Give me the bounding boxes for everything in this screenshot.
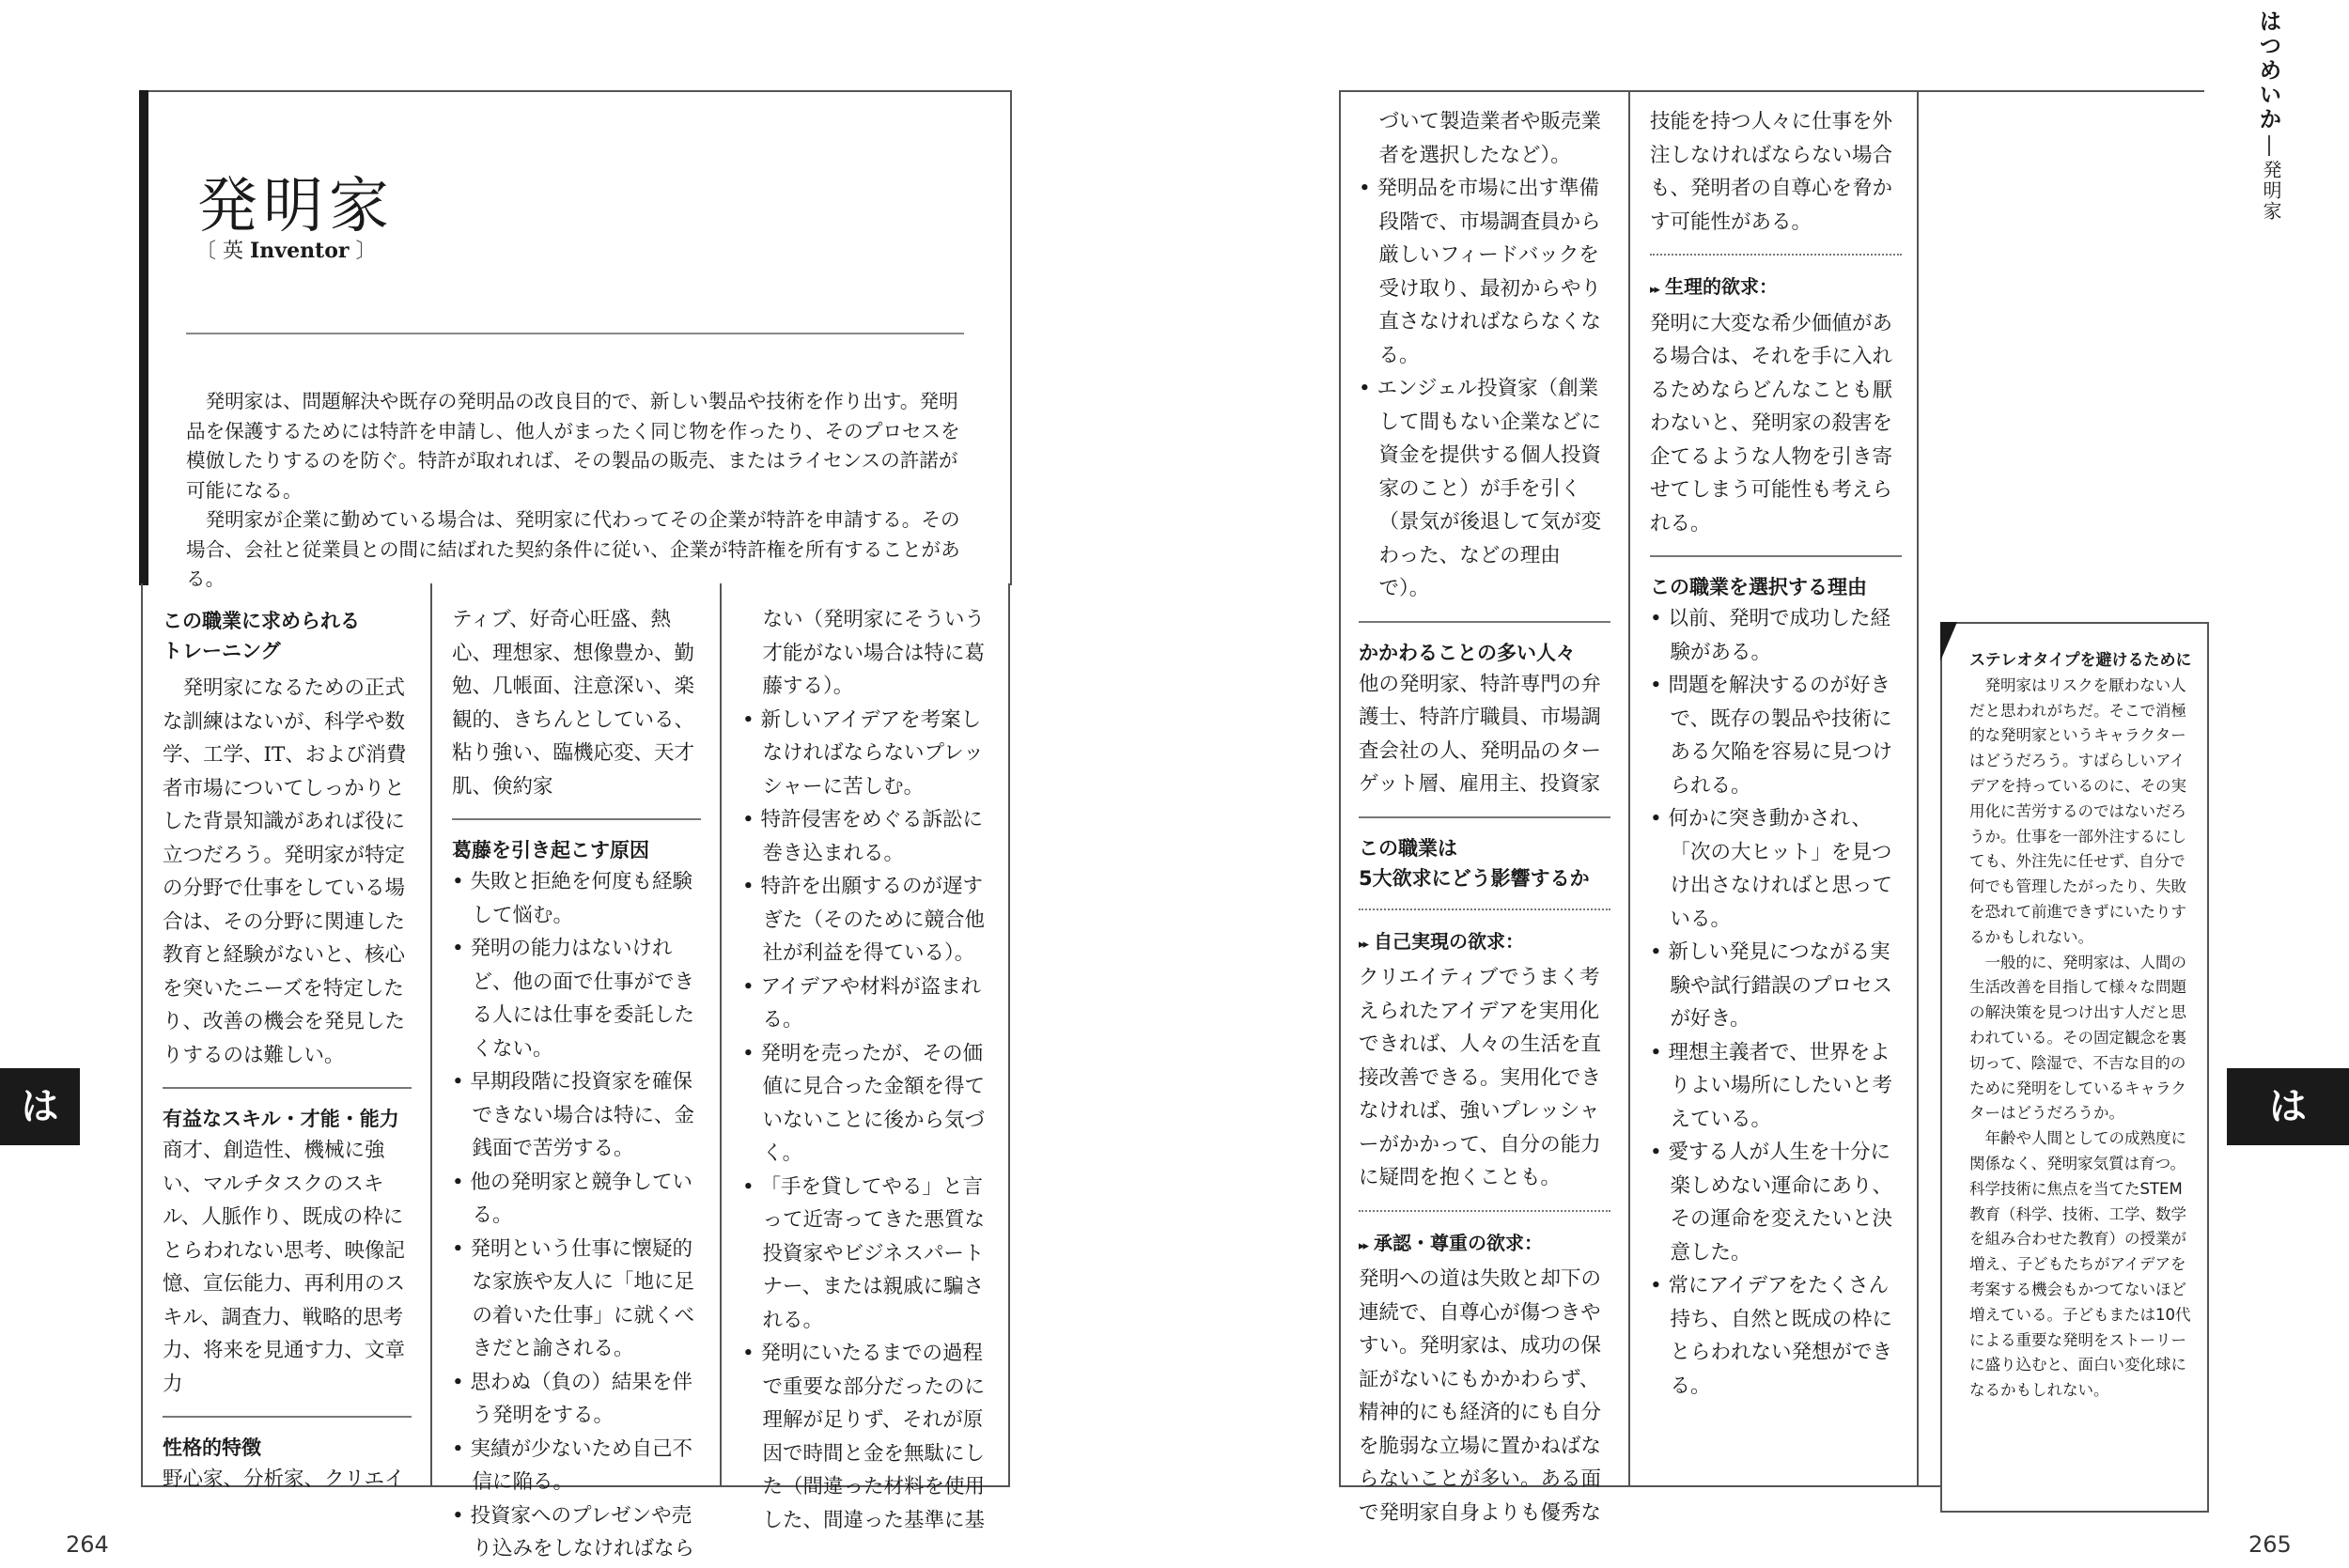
column-divider [430,583,432,1487]
list-item: • 投資家へのプレゼンや売り込みをしなければなら [452,1499,701,1566]
list-item: • 実績が少ないため自己不信に陥る。 [452,1433,701,1499]
reason-heading: この職業を選択する理由 [1650,576,1867,598]
list-item: • 何かに突き動かされ、「次の大ヒット」を見つけ出さなければと思っている。 [1650,802,1902,936]
list-item: • アイデアや材料が盗まれる。 [742,970,994,1037]
esteem-continued: 技能を持つ人々に仕事を外注しなければならない場合も、発明者の自尊心を脅かす可能性がある。 [1650,110,1893,234]
intro-text [186,387,966,595]
conflict-list [452,865,701,1566]
conflict-list [1359,172,1610,606]
list-item: • 愛する人が人生を十分に楽しめない運命にあり、その運命を変えたいと決意した。 [1650,1136,1902,1269]
column-divider [1628,90,1630,1487]
stereotype-paragraph: 発明家はリスクを厭わない人だと思われがちだ。そこで消極的な発明家というキャラクターはどうだろう。すばらしいアイデアを持っているのに、その実用化に苦労するのではないだろうか。仕事を一部外注するにしても、外注先に任せず、自分で何でも管理したがったり、失敗を恐れて前進できずにいたりするかもしれない。 [1969,675,2186,946]
needs-heading: この職業は 5大欲求にどう影響するか [1359,836,1590,890]
list-item: • 新しい発見につながる実験や試行錯誤のプロセスが好き。 [1650,936,1902,1036]
index-tab-left: は [0,1068,80,1145]
skills-heading: 有益なスキル・才能・能力 [163,1108,399,1130]
people-heading: かかわることの多い人々 [1359,641,1576,664]
list-item: • 発明を売ったが、その価値に見合った金額を得ていないことに後から気づく。 [742,1037,994,1171]
triangle-marker-icon: ▸▸ [1650,283,1659,297]
list-item: • 理想主義者で、世界をよりよい場所にしたいと考えている。 [1650,1036,1902,1137]
english-label: 〔 英 [195,240,243,263]
list-item: • エンジェル投資家（創業して間もない企業などに資金を提供する個人投資家のこと）が手を引く（景気が後退して気が変わった、などの理由で）。 [1359,372,1610,606]
esteem-heading [1359,1227,1610,1264]
intro-paragraph: 発明家が企業に勤めている場合は、発明家に代わってその企業が特許を申請する。その場合、会社と従業員との間に結ばれた契約条件に従い、企業が特許権を所有することがある。 [186,508,960,590]
esteem-text: 発明への道は失敗と却下の連続で、自尊心が傷つきやすい。発明家は、成功の保証がないにもかかわらず、精神的にも経済的にも自分を脆弱な立場に置かねばならないことが多い。ある面で発明家自身よりも優秀な [1359,1267,1602,1525]
side-index-kana: はつめいか [2255,9,2281,132]
section-rule [1359,621,1610,623]
header-rule [186,333,964,334]
english-close: 〕 [355,240,377,263]
intro-paragraph: 発明家は、問題解決や既存の発明品の改良目的で、新しい製品や技術を作り出す。発明品を保護するためには特許を申請し、他人がまったく同じ物を作ったり、そのプロセスを模倣したりするのを防ぐ。特許が取れれば、その製品の販売、またはライセンスの許諾が可能になる。 [186,390,960,502]
stereotype-heading: ステレオタイプを避けるために [1969,651,2192,670]
list-item: • 新しいアイデアを考案しなければならないプレッシャーに苦しむ。 [742,704,994,804]
english-name: Inventor [250,239,350,263]
list-item: • 発明の能力はないけれど、他の面で仕事ができる人には仕事を委託したくない。 [452,932,701,1065]
page-number-left: 264 [66,1531,109,1558]
job-english-name [195,235,377,264]
column-divider [1917,90,1919,1487]
stereotype-corner-icon [1940,622,1957,661]
reason-list [1650,602,1902,1403]
dotted-rule [1359,908,1610,910]
training-heading: この職業に求められる トレーニング [163,610,360,662]
stereotype-paragraph: 一般的に、発明家は、人間の生活改善を目指して様々な問題の解決策を見つけ出す人だと思われている。その固定観念を裏切って、陰湿で、不吉な目的のために発明をしているキャラクターはどうだろうか。 [1969,953,2186,1123]
section-rule [452,818,701,820]
traits-heading: 性格的特徴 [163,1436,261,1459]
self-actualization-heading [1359,925,1610,962]
side-index-name: 発明家 [2260,160,2282,222]
subheading-label: 自己実現の欲求： [1374,929,1525,953]
left-column-1 [163,606,412,1497]
traits-text: 野心家、分析家、クリエイ [163,1467,405,1491]
job-title: 発明家 [197,172,395,241]
section-rule [1650,555,1902,557]
self-actualization-text: クリエイティブでうまく考えられたアイデアを実用化できれば、人々の生活を直接改善できる。実用化できなければ、強いプレッシャーがかかって、自分の能力に疑問を抱くことも。 [1359,966,1602,1189]
list-item: • 常にアイデアをたくさん持ち、自然と既成の枠にとらわれない発想ができる。 [1650,1269,1902,1403]
left-column-2 [452,603,701,1566]
conflict-continued: ない（発明家にそういう才能がない場合は特に葛藤する）。 [762,608,986,698]
list-item: • 早期段階に投資家を確保できない場合は特に、金銭面で苦労する。 [452,1065,701,1166]
skills-text: 商才、創造性、機械に強い、マルチタスクのスキル、人脈作り、既成の枠にとらわれない思考、映像記憶、宣伝能力、再利用のスキル、調査力、戦略的思考力、将来を見通す力、文章力 [163,1139,406,1396]
page-number-right: 265 [2248,1531,2292,1558]
dotted-rule [1650,254,1902,256]
conflict-list [742,704,994,1538]
subheading-label: 生理的欲求： [1665,275,1779,298]
dotted-rule [1359,1210,1610,1212]
list-item: • 失敗と拒絶を何度も経験して悩む。 [452,865,701,932]
list-item: • 発明品を市場に出す準備段階で、市場調査員から厳しいフィードバックを受け取り、最初からやり直さなければならなくなる。 [1359,172,1610,372]
right-column-2 [1650,105,1902,1403]
section-rule [163,1087,412,1089]
list-item: • 他の発明家と競争している。 [452,1166,701,1233]
stereotype-content [1969,648,2193,1404]
list-item: • 「手を貸してやる」と言って近寄ってきた悪質な投資家やビジネスパートナー、または親戚に騙される。 [742,1171,994,1338]
physiological-heading [1650,271,1902,307]
list-item: • 特許侵害をめぐる訴訟に巻き込まれる。 [742,803,994,870]
traits-continued: ティブ、好奇心旺盛、熱心、理想家、想像豊か、勤勉、几帳面、注意深い、楽観的、きちんとしている、粘り強い、臨機応変、天才肌、倹約家 [452,608,695,799]
left-column-3 [742,603,994,1537]
list-item: • 発明にいたるまでの過程で重要な部分だったのに理解が足りず、それが原因で時間と金を無駄にした（間違った材料を使用した、間違った基準に基 [742,1337,994,1537]
column-divider [720,583,722,1487]
triangle-marker-icon: ▸▸ [1359,1238,1368,1253]
header-accent-bar [139,90,148,585]
triangle-marker-icon: ▸▸ [1359,937,1368,952]
people-text: 他の発明家、特許専門の弁護士、特許庁職員、市場調査会社の人、発明品のターゲット層、雇用主、投資家 [1359,672,1602,796]
list-item: • 思わぬ（負の）結果を伴う発明をする。 [452,1366,701,1433]
stereotype-paragraph: 年齢や人間としての成熟度に関係なく、発明家気質は育つ。科学技術に焦点を当てたSTEM教育（科学、技術、工学、数学を組み合わせた教育）の授業が増え、子どもたちがアイデアを考案する機会もかつてないほど増えている。子どもまたは10代による重要な発明をストーリーに盛り込むと、面白い変化球になるかもしれない。 [1969,1129,2191,1400]
subheading-label: 承認・尊重の欲求： [1374,1231,1544,1254]
section-rule [163,1416,412,1418]
list-item: • 特許を出願するのが遅すぎた（そのために競合他社が利益を得ている）。 [742,870,994,970]
section-rule [1359,816,1610,818]
training-text: 発明家になるための正式な訓練はないが、科学や数学、工学、IT、および消費者市場についてしっかりとした背景知識があれば役に立つだろう。発明家が特定の分野で仕事をしている場合は、その分野に関連した教育と経験がないと、核心を突いたニーズを特定したり、改善の機会を発見したりするのは難しい。 [163,676,407,1067]
index-tab-right: は [2227,1068,2349,1145]
right-column-1 [1359,105,1610,1529]
list-item: • 以前、発明で成功した経験がある。 [1650,602,1902,669]
side-index-separator [2268,135,2270,156]
physiological-text: 発明に大変な希少価値がある場合は、それを手に入れるためならどんなことも厭わないと、発明家の殺害を企てるような人物を引き寄せてしまう可能性も考えられる。 [1650,311,1893,536]
conflict-heading: 葛藤を引き起こす原因 [452,839,649,862]
list-item: • 問題を解決するのが好きで、既存の製品や技術にある欠陥を容易に見つけられる。 [1650,669,1902,802]
reason-continued: づいて製造業者や販売業者を選択したなど）。 [1378,110,1602,167]
list-item: • 発明という仕事に懐疑的な家族や友人に「地に足の着いた仕事」に就くべきだと諭される。 [452,1233,701,1366]
